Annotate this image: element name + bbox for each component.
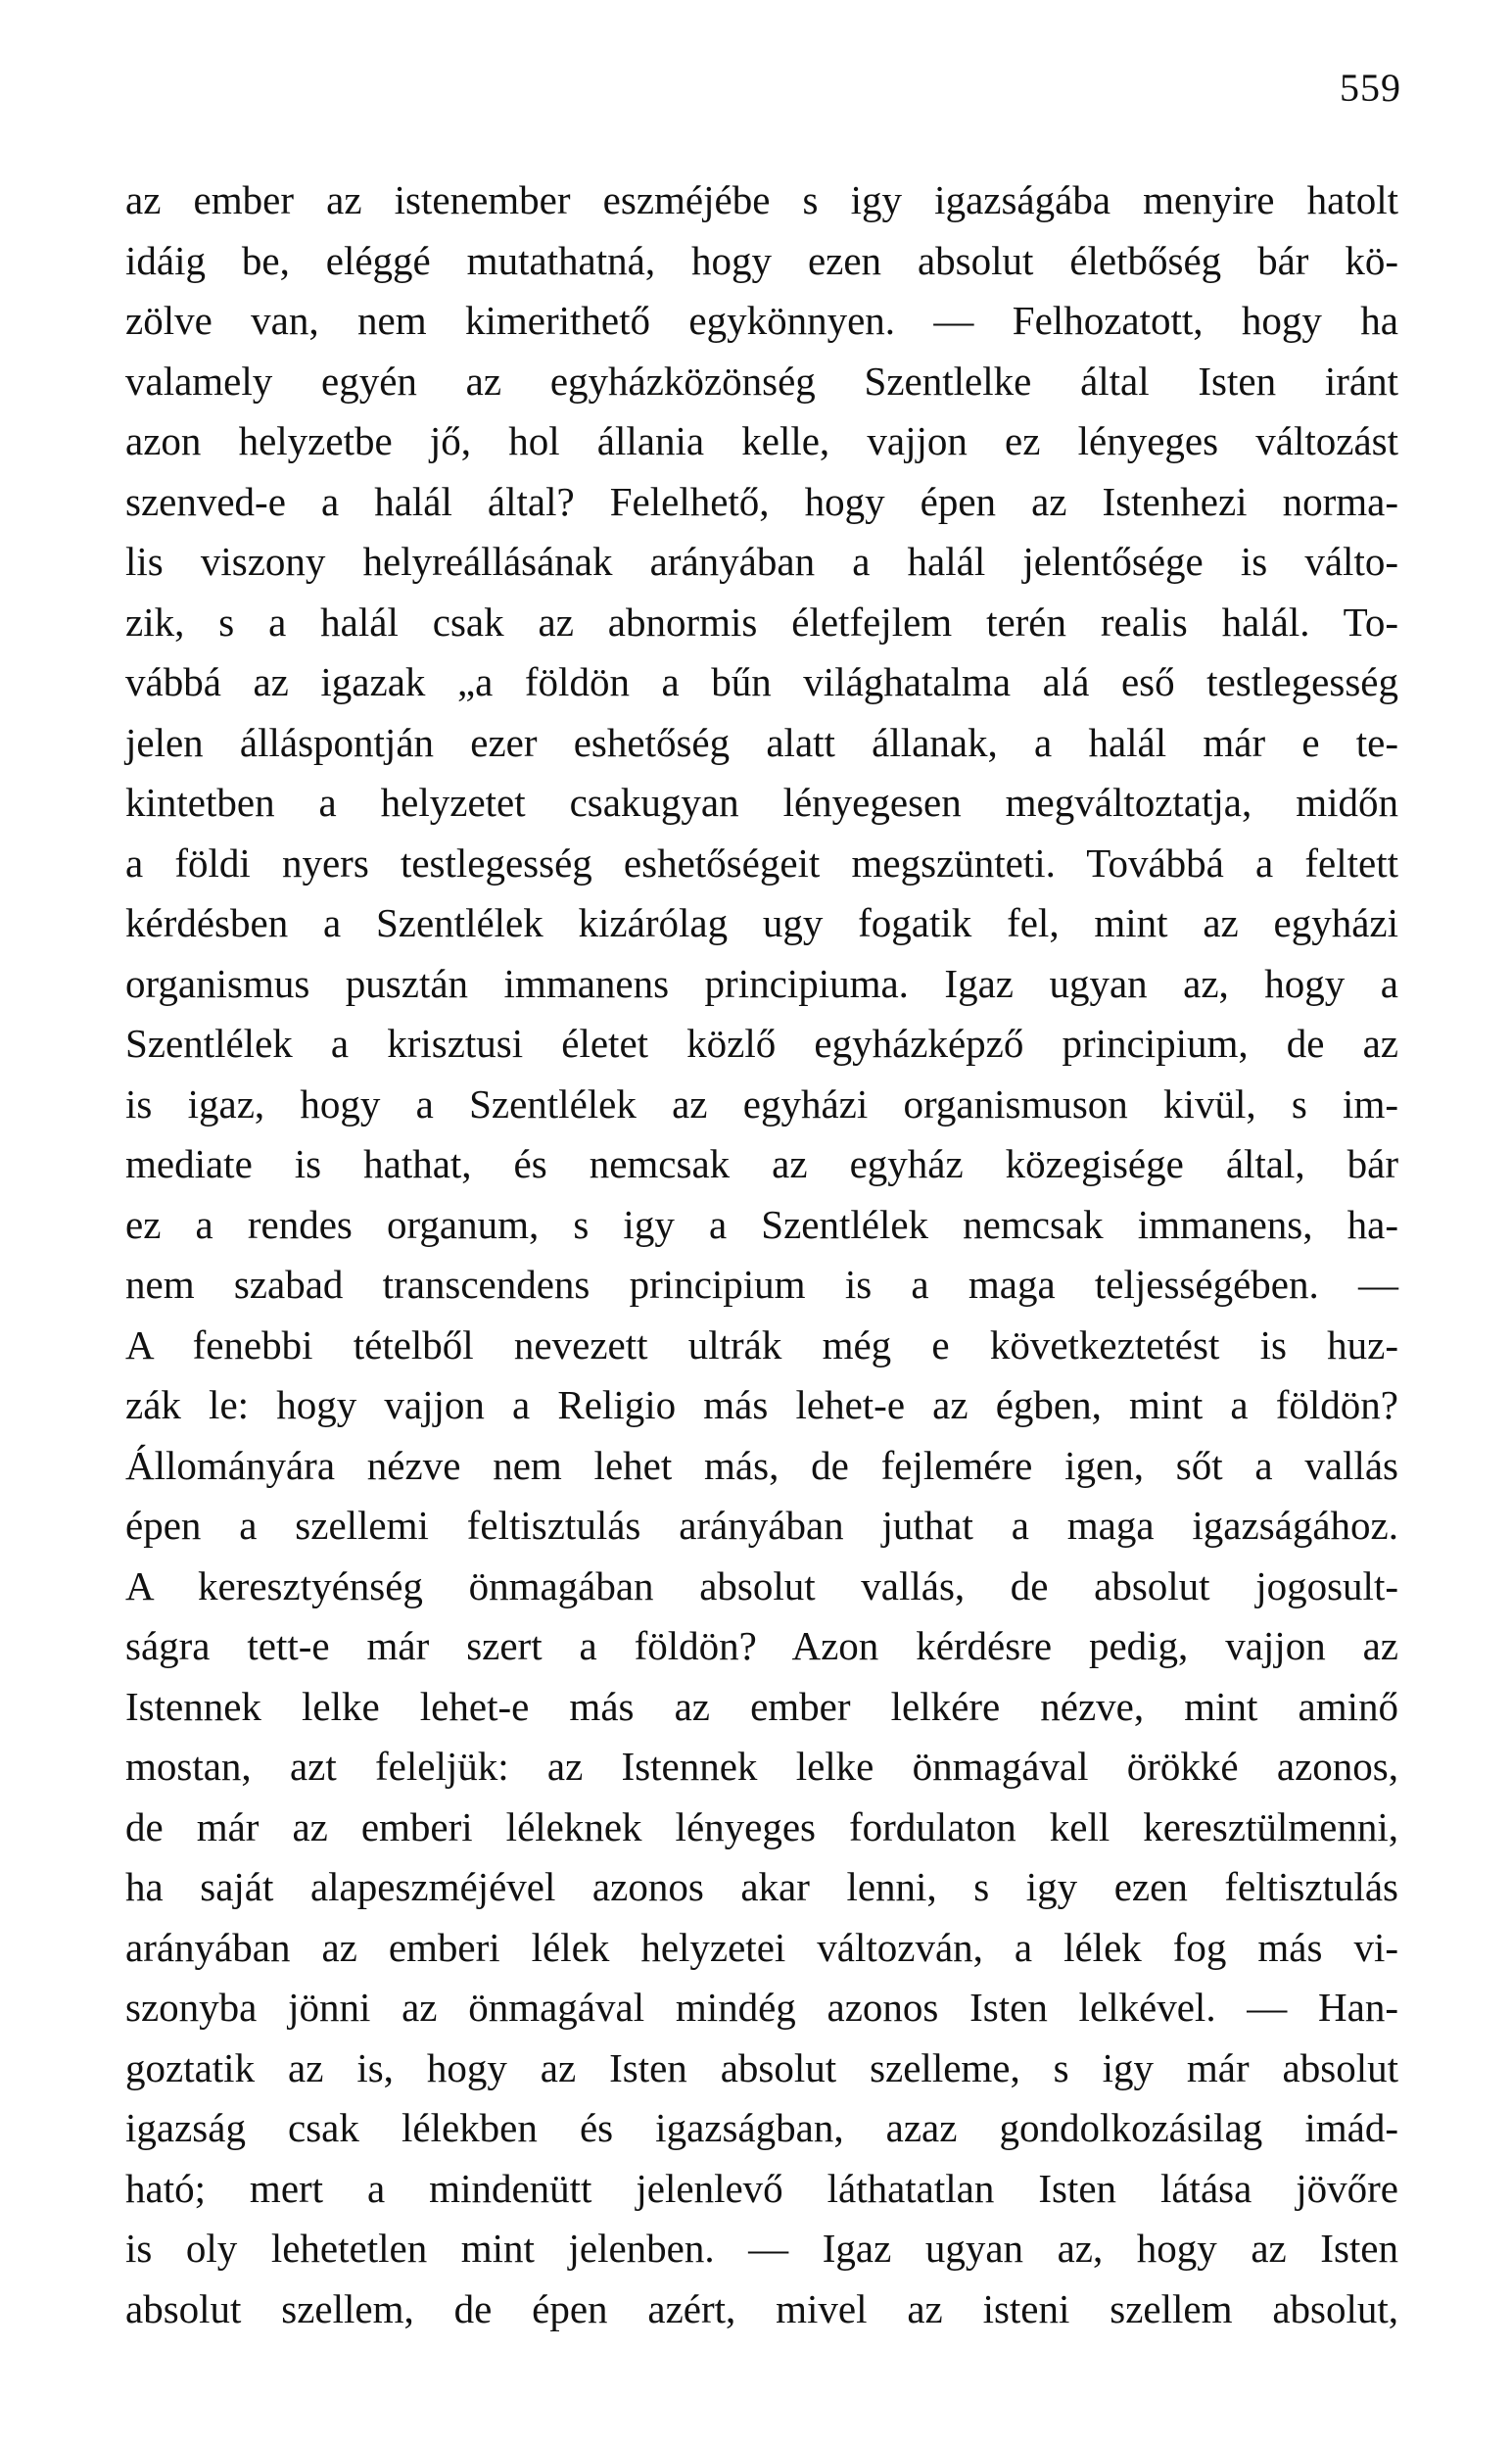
text-line: azon helyzetbe jő, hol állania kelle, vajjon ez lényeges változást [125,418,1398,463]
text-line: zák le: hogy vajjon a Religio más lehet-e az égben, mint a földön? [125,1382,1398,1427]
text-line: mediate is hathat, és nemcsak az egyház közegisége által, bár [125,1141,1398,1186]
text-line: absolut szellem, de épen azért, mivel az isteni szellem absolut, [125,2285,1398,2331]
text-line: kintetben a helyzetet csakugyan lényegesen megváltoztatja, midőn [125,780,1398,825]
text-line: goztatik az is, hogy az Isten absolut szelleme, s igy már absolut [125,2044,1398,2090]
text-line: mostan, azt feleljük: az Istennek lelke önmagával örökké azonos, [125,1744,1398,1789]
text-line: épen a szellemi feltisztulás arányában juthat a maga igazságához. [125,1503,1398,1548]
text-line: idáig be, eléggé mutathatná, hogy ezen absolut életbőség bár kö- [125,237,1398,283]
text-line: Istennek lelke lehet-e más az ember lelkére nézve, mint aminő [125,1683,1398,1729]
page-number: 559 [1340,66,1401,110]
text-line: lis viszony helyreállásának arányában a halál jelentősége is válto- [125,539,1398,584]
text-line: igazság csak lélekben és igazságban, azaz gondolkozásilag imád- [125,2105,1398,2150]
text-line: kérdésben a Szentlélek kizárólag ugy fogatik fel, mint az egyházi [125,900,1398,945]
text-line: ez a rendes organum, s igy a Szentlélek nemcsak immanens, ha- [125,1201,1398,1247]
text-line: de már az emberi léleknek lényeges fordulaton kell keresztülmenni, [125,1803,1398,1849]
text-line: valamely egyén az egyházközönség Szentlelke által Isten iránt [125,358,1398,404]
body-text [125,170,1398,2339]
text-line: A keresztyénség önmagában absolut vallás, de absolut jogosult- [125,1562,1398,1608]
text-line: zölve van, nem kimerithető egykönnyen. — Felhozatott, hogy ha [125,298,1398,343]
text-line: organismus pusztán immanens principiuma. Igaz ugyan az, hogy a [125,960,1398,1006]
text-line: vábbá az igazak „a földön a bűn világhatalma alá eső testlegesség [125,659,1398,704]
text-line: a földi nyers testlegesség eshetőségeit megszünteti. Továbbá a feltett [125,839,1398,886]
text-line: zik, s a halál csak az abnormis életfejlem terén realis halál. To- [125,599,1398,645]
text-line: is igaz, hogy a Szentlélek az egyházi organismuson kivül, s im- [125,1080,1398,1127]
text-line: arányában az emberi lélek helyzetei változván, a lélek fog más vi- [125,1924,1398,1970]
text-line: Állományára nézve nem lehet más, de fejlemére igen, sőt a vallás [125,1442,1398,1488]
text-line: nem szabad transcendens principium is a maga teljességében. — [125,1262,1398,1307]
text-line: Szentlélek a krisztusi életet közlő egyházképző principium, de az [125,1021,1398,1066]
text-line: az ember az istenember eszméjébe s igy igazságába menyire hatolt [125,177,1398,222]
text-line: ságra tett-e már szert a földön? Azon kérdésre pedig, vajjon az [125,1623,1398,1668]
text-line: jelen álláspontján ezer eshetőség alatt állanak, a halál már e te- [125,719,1398,765]
text-line: szenved-e a halál által? Felelhető, hogy épen az Istenhezi norma- [125,478,1398,524]
text-line: ható; mert a mindenütt jelenlevő láthatatlan Isten látása jövőre [125,2165,1398,2211]
text-line: szonyba jönni az önmagával mindég azonos Isten lelkével. — Han- [125,1985,1398,2030]
text-line: A fenebbi tételből nevezett ultrák még e következtetést is huz- [125,1321,1398,1367]
text-line: is oly lehetetlen mint jelenben. — Igaz ugyan az, hogy az Isten [125,2226,1398,2271]
text-line: ha saját alapeszméjével azonos akar lenni, s igy ezen feltisztulás [125,1864,1398,1909]
